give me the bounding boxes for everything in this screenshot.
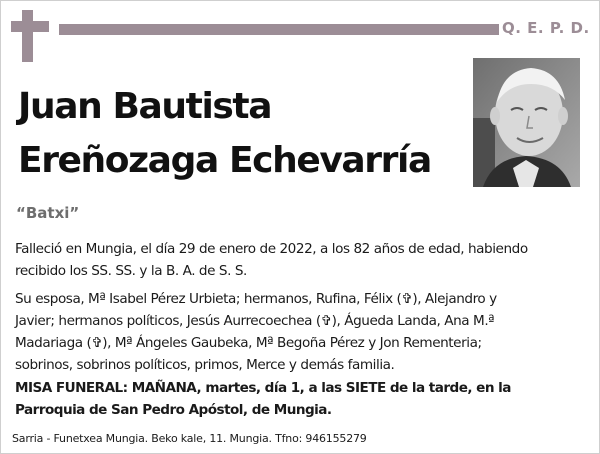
name-line-2: Ereñozaga Echevarría [18,140,431,181]
text-line: MISA FUNERAL: MAÑANA, martes, día 1, a las SIETE de la tarde, en la [15,380,511,396]
text-line: Madariaga (✞), Mª Ángeles Gaubeka, Mª Begoña Pérez y Jon Rementeria; [15,335,482,351]
text-line: Javier; hermanos políticos, Jesús Aurrecoechea (✞), Águeda Landa, Ana M.ª [15,313,495,329]
text-line: Falleció en Mungia, el día 29 de enero de 2022, a los 82 años de edad, habiendo [15,241,528,257]
family-paragraph [15,288,590,376]
portrait-photo [473,58,580,187]
text-line: Su esposa, Mª Isabel Pérez Urbieta; hermanos, Rufina, Félix (✞), Alejandro y [15,291,497,307]
header-rule [59,24,499,35]
name-line-1: Juan Bautista [18,86,272,127]
text-line: recibido los SS. SS. y la B. A. de S. S. [15,263,247,279]
funeral-mass-paragraph [15,377,590,421]
text-line: sobrinos, sobrinos políticos, primos, Merce y demás familia. [15,357,395,373]
nickname: “Batxi” [16,204,80,222]
deceased-name [18,80,468,188]
death-notice-paragraph [15,238,590,282]
text-line: Parroquia de San Pedro Apóstol, de Mungia. [15,402,332,418]
funeral-home-footer: Sarria - Funetxea Mungia. Beko kale, 11. Mungia. Tfno: 946155279 [12,432,367,445]
qepd-label: Q. E. P. D. [502,19,590,37]
